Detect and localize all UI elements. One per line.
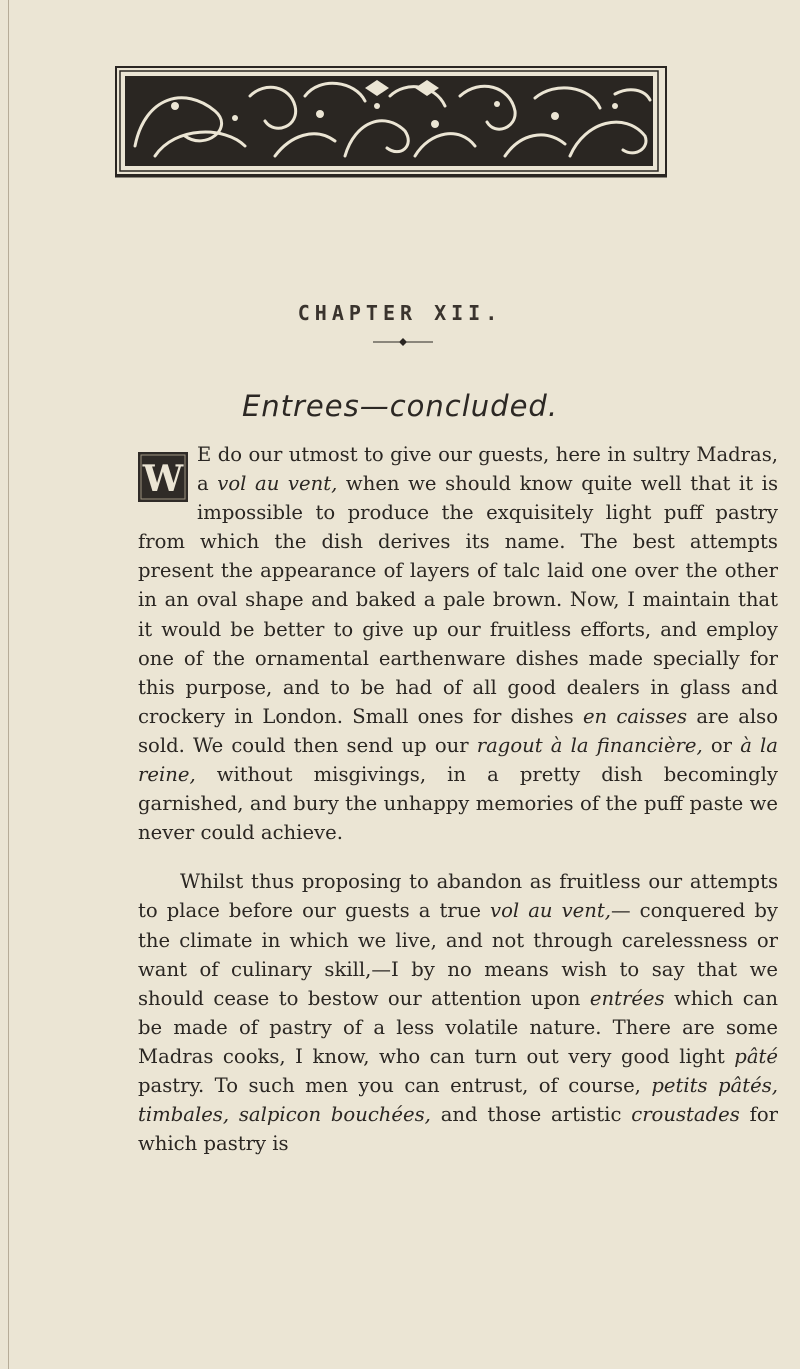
chapter-title: Entrees—concluded. (241, 389, 559, 423)
page-edge (8, 0, 9, 1369)
text-run: when we should know quite well that it is impossible to produce the exquisitely light puff pastry from which the dish derives its name. The best attempts present the appearance of layers of talc laid one over the other in an oval shape and baked a pale brown. Now, I maintain that it would be better to give up our fruitless efforts, and employ one of the ornamental earthenware dishes made specially for this purpose, and to be had of all good dealers in glass and crockery in London. Small ones for dishes (138, 472, 778, 728)
diamond-rule (373, 337, 433, 347)
italic-phrase: à la reine, (138, 733, 778, 787)
italic-phrase: croustades (631, 1103, 740, 1127)
chapter-heading (0, 301, 800, 325)
text-run: or (702, 733, 741, 757)
ornamental-headpiece (115, 66, 667, 178)
text-run: — conquered by the climate in which we live, and not through carelessness or want of culinary skill,—I by no means wish to say that we should cease to bestow our attention upon (138, 899, 778, 1010)
text-run: without misgivings, in a pretty dish becomingly garnished, and bury the unhappy memories of the puff paste we never could achieve. (138, 763, 778, 845)
text-run: for which pastry is (138, 1103, 778, 1156)
text-run: Whilst thus proposing to abandon as fruitless our attempts to place before our guests a true (138, 870, 778, 923)
italic-phrase: entrées (589, 986, 665, 1010)
text-run: are also sold. We could then send up our (138, 704, 778, 757)
paragraph-2 (138, 867, 778, 1158)
chapter-number: CHAPTER XII. (297, 301, 503, 325)
text-run: pastry. To such men you can entrust, of course, (138, 1073, 652, 1097)
italic-phrase: ragout à la financière, (476, 733, 703, 757)
text-run: E do our utmost to give our guests, here in sultry Madras, a (197, 443, 778, 496)
italic-phrase: vol au vent, (490, 899, 611, 923)
italic-phrase: petits pâtés, timbales, salpicon bouchées, (138, 1073, 778, 1127)
text-run: which can be made of pastry of a less volatile nature. There are some Madras cooks, I know, who can turn out very good light (138, 986, 778, 1068)
italic-phrase: vol au vent, (217, 472, 338, 496)
italic-phrase: en caisses (582, 704, 688, 728)
italic-phrase: pâté (734, 1044, 778, 1068)
paragraph-1 (138, 440, 778, 847)
text-run: and those artistic (430, 1103, 632, 1127)
body-text (138, 440, 778, 1158)
drop-cap-letter: W (142, 458, 184, 500)
